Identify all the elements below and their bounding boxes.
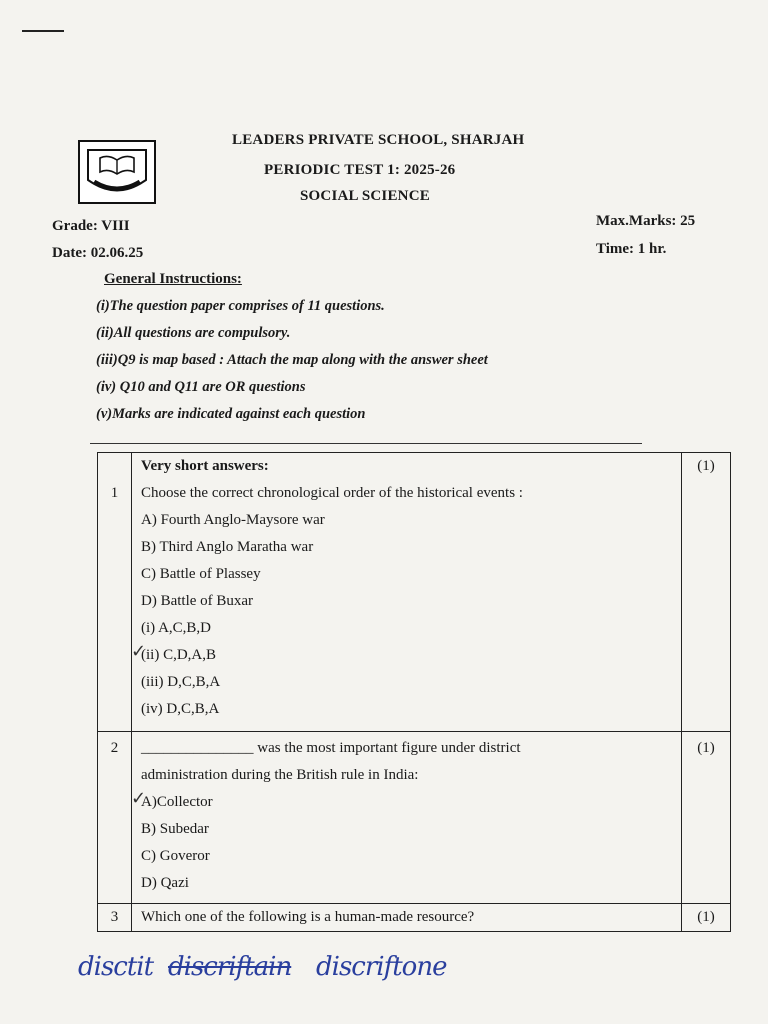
question-text: Which one of the following is a human-made resource?	[141, 909, 475, 925]
subject-title: SOCIAL SCIENCE	[300, 188, 430, 204]
instruction-item: (i)The question paper comprises of 11 questions.	[96, 298, 385, 314]
handwritten-note: discriftone	[316, 952, 447, 982]
option-text: (ii) C,D,A,B	[141, 647, 216, 663]
book-logo-icon	[80, 142, 154, 202]
option-item: (i) A,C,B,D	[141, 620, 212, 636]
question-number: 2	[110, 740, 119, 756]
question-row-3	[98, 904, 731, 932]
marks-value: (1)	[697, 740, 715, 756]
question-body	[132, 453, 682, 732]
question-text-part: was the most important figure under district	[253, 740, 521, 756]
option-text: A)Collector	[141, 794, 213, 810]
question-row-1	[98, 453, 731, 732]
option-item-marked	[131, 641, 681, 669]
marks-cell	[682, 732, 731, 904]
instruction-item: (iv) Q10 and Q11 are OR questions	[96, 379, 306, 395]
marks-value: (1)	[697, 909, 715, 925]
max-marks-label: Max.Marks: 25	[596, 213, 696, 229]
option-item: (iv) D,C,B,A	[141, 701, 220, 717]
handwritten-note: disctit	[78, 952, 154, 982]
question-number-cell	[98, 904, 132, 932]
question-body	[132, 904, 682, 932]
question-number: 3	[110, 909, 119, 925]
option-item: D) Qazi	[141, 875, 189, 891]
option-item: B) Subedar	[141, 821, 209, 837]
question-number: 1	[110, 485, 119, 501]
test-title: PERIODIC TEST 1: 2025-26	[264, 162, 456, 178]
handwritten-note: discriftain	[168, 952, 292, 982]
option-item-marked	[131, 788, 681, 816]
instruction-item: (iii)Q9 is map based : Attach the map along with the answer sheet	[96, 352, 488, 368]
divider	[90, 443, 642, 444]
section-heading: Very short answers:	[141, 458, 269, 474]
question-number-cell	[98, 732, 132, 904]
date-label: Date: 02.06.25	[52, 245, 144, 261]
tick-mark-icon: ✓	[131, 788, 147, 809]
marks-value: (1)	[697, 458, 715, 474]
question-number-cell	[98, 453, 132, 732]
instruction-item: (ii)All questions are compulsory.	[96, 325, 291, 341]
question-text: administration during the British rule in India:	[141, 767, 419, 783]
question-text	[141, 735, 681, 762]
school-name: LEADERS PRIVATE SCHOOL, SHARJAH	[232, 132, 525, 148]
time-label: Time: 1 hr.	[596, 241, 667, 257]
option-item: B) Third Anglo Maratha war	[141, 539, 314, 555]
corner-mark	[22, 30, 64, 32]
instructions-title: General Instructions:	[104, 271, 242, 287]
option-item: C) Battle of Plassey	[141, 566, 261, 582]
instruction-item: (v)Marks are indicated against each question	[96, 406, 366, 422]
option-item: D) Battle of Buxar	[141, 593, 254, 609]
option-item: C) Goveror	[141, 848, 210, 864]
answer-blank: _______________	[141, 740, 254, 756]
question-text: Choose the correct chronological order of the historical events :	[141, 485, 523, 501]
question-body	[132, 732, 682, 904]
option-item: (iii) D,C,B,A	[141, 674, 221, 690]
marks-cell	[682, 904, 731, 932]
tick-mark-icon: ✓	[131, 641, 147, 662]
questions-table	[97, 452, 731, 932]
marks-cell	[682, 453, 731, 732]
option-item: A) Fourth Anglo-Maysore war	[141, 512, 325, 528]
question-row-2	[98, 732, 731, 904]
grade-label: Grade: VIII	[52, 218, 130, 234]
school-logo	[78, 140, 156, 204]
